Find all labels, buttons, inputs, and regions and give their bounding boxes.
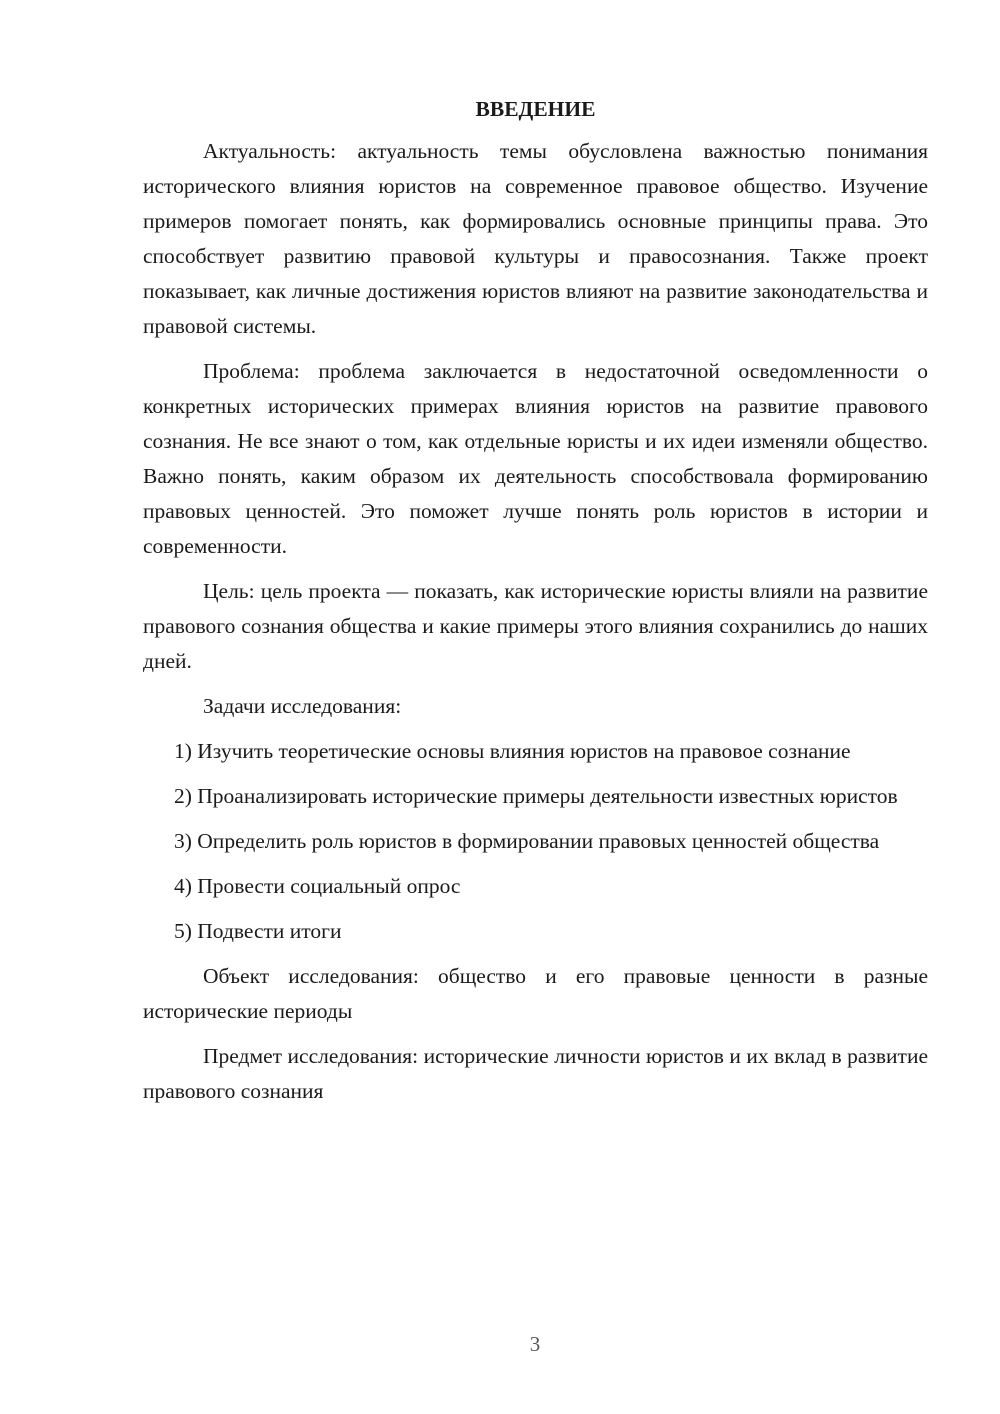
- subject-paragraph: Предмет исследования: исторические личности юристов и их вклад в развитие правового сознания: [143, 1044, 928, 1103]
- task-item-3: 3) Определить роль юристов в формировании правовых ценностей общества: [174, 829, 880, 853]
- document-title: ВВЕДЕНИЕ: [475, 97, 596, 121]
- object-paragraph: Объект исследования: общество и его правовые ценности в разные исторические периоды: [143, 964, 928, 1023]
- goal-paragraph: Цель: цель проекта — показать, как исторические юристы влияли на развитие правового сознания общества и какие примеры этого влияния сохранились до наших дней.: [143, 579, 928, 673]
- relevance-paragraph: Актуальность: актуальность темы обусловлена важностью понимания исторического влияния юристов на современное правовое общество. Изучение примеров помогает понять, как формировались основные принципы права. Это способствует развитию правовой культуры и правосознания. Также проект показывает, как личные достижения юристов влияют на развитие законодательства и правовой системы.: [143, 139, 928, 338]
- task-item-5: 5) Подвести итоги: [174, 919, 342, 943]
- tasks-heading: Задачи исследования:: [203, 694, 402, 718]
- problem-paragraph: Проблема: проблема заключается в недостаточной осведомленности о конкретных исторических примерах влияния юристов на развитие правового сознания. Не все знают о том, как отдельные юристы и их идеи изменяли общество. Важно понять, каким образом их деятельность способствовала формированию правовых ценностей. Это поможет лучше понять роль юристов в истории и современности.: [143, 359, 928, 558]
- task-item-4: 4) Провести социальный опрос: [174, 874, 461, 898]
- task-item-2: 2) Проанализировать исторические примеры деятельности известных юристов: [174, 784, 898, 808]
- page-number: 3: [529, 1332, 541, 1356]
- document-page: [143, 92, 928, 1119]
- task-item-1: 1) Изучить теоретические основы влияния юристов на правовое сознание: [174, 739, 851, 763]
